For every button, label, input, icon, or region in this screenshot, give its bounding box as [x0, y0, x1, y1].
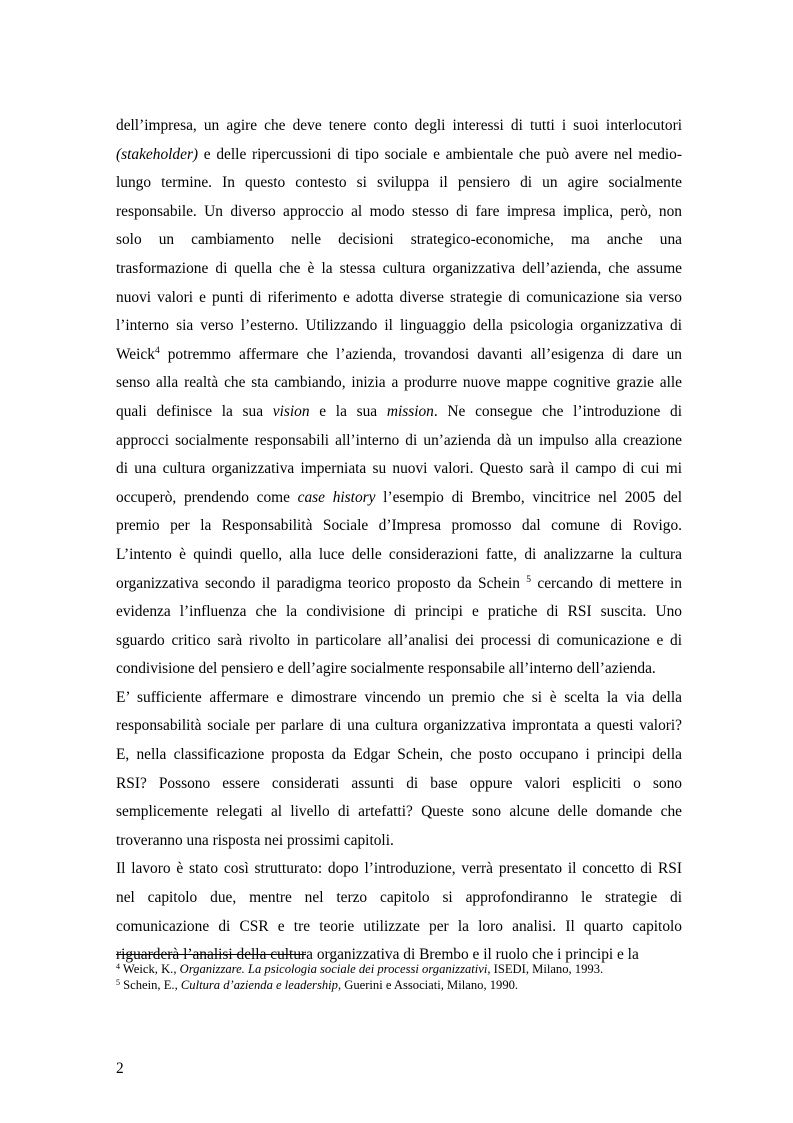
- text-segment: E, nella classificazione proposta da Edgar Schein, che posto occupano i principi della: [116, 746, 682, 764]
- body-line: [116, 112, 682, 141]
- text-segment: case history: [297, 488, 376, 506]
- text-segment: sguardo critico sarà rivolto in particolare all’analisi dei processi di comunicazione e di: [116, 631, 682, 649]
- body-line: [116, 226, 682, 255]
- body-line: [116, 541, 682, 570]
- text-segment: L’intento è quindi quello, alla luce delle considerazioni fatte, di analizzarne la cultura: [116, 545, 682, 563]
- body-line: [116, 884, 682, 913]
- text-segment: semplicemente relegati al livello di artefatti? Queste sono alcune delle domande che: [116, 803, 682, 821]
- text-segment: nuovi valori e punti di riferimento e adotta diverse strategie di comunicazione sia verso: [116, 288, 682, 306]
- text-segment: di una cultura organizzativa imperniata su nuovi valori. Questo sarà il campo di cui mi: [116, 460, 682, 478]
- body-line: [116, 341, 682, 370]
- body-line: [116, 827, 682, 856]
- text-segment: (stakeholder): [116, 145, 199, 163]
- footnote-separator: [116, 954, 306, 955]
- text-segment: Il lavoro è stato così strutturato: dopo l’introduzione, verrà presentato il concetto di RSI: [116, 860, 682, 878]
- footnotes: [116, 962, 682, 993]
- text-segment: solo un cambiamento nelle decisioni strategico-economiche, ma anche una: [116, 231, 682, 249]
- text-segment: troveranno una risposta nei prossimi capitoli.: [116, 831, 394, 849]
- body-line: [116, 512, 682, 541]
- text-segment: occuperò, prendendo come: [116, 488, 298, 506]
- body-line: [116, 712, 682, 741]
- text-segment: premio per la Responsabilità Sociale d’Impresa promosso dal comune di Rovigo.: [116, 517, 682, 535]
- body-line: [116, 427, 682, 456]
- text-segment: Weick: [116, 345, 155, 363]
- body-line: [116, 369, 682, 398]
- text-segment: Schein, E.,: [120, 977, 181, 992]
- text-segment: l’interno sia verso l’esterno. Utilizzando il linguaggio della psicologia organizzativa di: [116, 317, 682, 335]
- text-segment: lungo termine. In questo contesto si sviluppa il pensiero di un agire socialmente: [116, 174, 682, 192]
- body-text: [116, 112, 682, 970]
- text-segment: responsabile. Un diverso approccio al modo stesso di fare impresa implica, però, non: [116, 202, 682, 220]
- text-segment: evidenza l’influenza che la condivisione di principi e pratiche di RSI suscita. Uno: [116, 603, 682, 621]
- body-line: [116, 455, 682, 484]
- text-segment: cercando di mettere in: [531, 574, 683, 592]
- body-line: [116, 655, 682, 684]
- text-segment: potremmo affermare che l’azienda, trovandosi davanti all’esigenza di dare un: [159, 345, 682, 363]
- text-segment: responsabilità sociale per parlare di una cultura organizzativa improntata a questi valori?: [116, 717, 682, 735]
- body-line: [116, 684, 682, 713]
- body-line: [116, 570, 682, 599]
- body-line: [116, 198, 682, 227]
- text-segment: nel capitolo due, mentre nel terzo capitolo si approfondiranno le strategie di: [116, 889, 682, 907]
- page-number: 2: [116, 1060, 124, 1077]
- text-segment: RSI? Possono essere considerati assunti di base oppure valori espliciti o sono: [116, 774, 682, 792]
- text-segment: , Guerini e Associati, Milano, 1990.: [337, 977, 519, 992]
- footnote-number: 4: [116, 962, 120, 971]
- body-line: [116, 169, 682, 198]
- body-line: [116, 627, 682, 656]
- text-segment: approcci socialmente responsabili all’interno di un’azienda dà un impulso alla creazione: [116, 431, 682, 449]
- footnote-number: 5: [116, 977, 120, 987]
- body-line: [116, 913, 682, 942]
- text-segment: Organizzare. La psicologia sociale dei processi organizzativi: [179, 962, 488, 976]
- text-segment: comunicazione di CSR e tre teorie utilizzate per la loro analisi. Il quarto capitolo: [116, 917, 682, 935]
- text-segment: riguarderà l’analisi della cultura organizzativa di Brembo e il ruolo che i principi e la: [116, 946, 639, 964]
- text-segment: organizzativa secondo il paradigma teorico proposto da Schein: [116, 574, 527, 592]
- text-segment: l’esempio di Brembo, vincitrice nel 2005 del: [375, 488, 682, 506]
- text-segment: quali definisce la sua: [116, 402, 273, 420]
- body-line: [116, 398, 682, 427]
- text-segment: trasformazione di quella che è la stessa cultura organizzativa dell’azienda, che assume: [116, 259, 682, 277]
- text-segment: Cultura d’azienda e leadership: [180, 977, 338, 992]
- text-segment: . Ne consegue che l’introduzione di: [433, 402, 682, 420]
- text-segment: dell’impresa, un agire che deve tenere conto degli interessi di tutti i suoi interlocutori: [116, 117, 682, 134]
- body-line: [116, 855, 682, 884]
- footnote-ref: 5: [526, 574, 532, 585]
- footnote: [116, 978, 682, 994]
- body-line: [116, 141, 682, 170]
- body-line: [116, 598, 682, 627]
- body-line: [116, 798, 682, 827]
- text-segment: senso alla realtà che sta cambiando, inizia a produrre nuove mappe cognitive grazie alle: [116, 374, 682, 392]
- footnote: [116, 962, 682, 978]
- body-line: [116, 284, 682, 313]
- text-segment: e la sua: [309, 402, 387, 420]
- body-line: [116, 770, 682, 799]
- body-line: [116, 741, 682, 770]
- body-line: [116, 312, 682, 341]
- body-line: [116, 255, 682, 284]
- text-segment: , ISEDI, Milano, 1993.: [487, 962, 604, 976]
- text-segment: vision: [272, 402, 310, 420]
- text-segment: E’ sufficiente affermare e dimostrare vincendo un premio che si è scelta la via della: [116, 688, 682, 706]
- text-segment: mission: [386, 402, 434, 420]
- text-segment: condivisione del pensiero e dell’agire socialmente responsabile all’interno dell’azienda.: [116, 660, 656, 678]
- footnote-ref: 4: [154, 345, 160, 356]
- text-segment: e delle ripercussioni di tipo sociale e ambientale che può avere nel medio-: [198, 145, 682, 163]
- body-line: [116, 484, 682, 513]
- text-segment: Weick, K.,: [120, 962, 180, 976]
